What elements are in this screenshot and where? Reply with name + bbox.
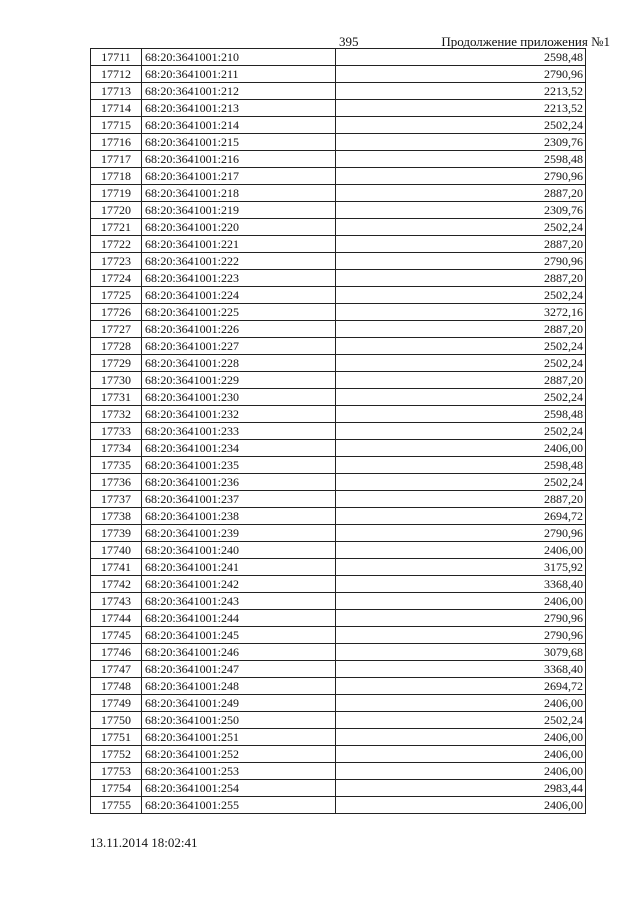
table-row	[91, 355, 586, 372]
row-number-cell: 17718	[91, 168, 142, 185]
cadastral-number-cell: 68:20:3641001:218	[142, 185, 336, 202]
cadastral-number-cell: 68:20:3641001:234	[142, 440, 336, 457]
table-row	[91, 202, 586, 219]
table-row	[91, 780, 586, 797]
value-cell: 2502,24	[336, 389, 586, 406]
table-row	[91, 610, 586, 627]
row-number-cell: 17741	[91, 559, 142, 576]
value-cell: 2502,24	[336, 474, 586, 491]
row-number-cell: 17716	[91, 134, 142, 151]
value-cell: 2406,00	[336, 729, 586, 746]
row-number-cell: 17740	[91, 542, 142, 559]
value-cell: 2790,96	[336, 627, 586, 644]
table-row	[91, 253, 586, 270]
value-cell: 2790,96	[336, 525, 586, 542]
cadastral-number-cell: 68:20:3641001:212	[142, 83, 336, 100]
table-row	[91, 644, 586, 661]
row-number-cell: 17738	[91, 508, 142, 525]
table-row	[91, 763, 586, 780]
value-cell: 2790,96	[336, 610, 586, 627]
cadastral-number-cell: 68:20:3641001:226	[142, 321, 336, 338]
row-number-cell: 17726	[91, 304, 142, 321]
value-cell: 2406,00	[336, 763, 586, 780]
value-cell: 2887,20	[336, 321, 586, 338]
value-cell: 2406,00	[336, 542, 586, 559]
value-cell: 3368,40	[336, 661, 586, 678]
value-cell: 2309,76	[336, 202, 586, 219]
row-number-cell: 17727	[91, 321, 142, 338]
table-row	[91, 321, 586, 338]
row-number-cell: 17749	[91, 695, 142, 712]
table-row	[91, 542, 586, 559]
cadastral-number-cell: 68:20:3641001:211	[142, 66, 336, 83]
row-number-cell: 17754	[91, 780, 142, 797]
table-row	[91, 100, 586, 117]
value-cell: 2598,48	[336, 151, 586, 168]
row-number-cell: 17745	[91, 627, 142, 644]
table-row	[91, 134, 586, 151]
table-row	[91, 219, 586, 236]
value-cell: 2213,52	[336, 83, 586, 100]
cadastral-number-cell: 68:20:3641001:216	[142, 151, 336, 168]
cadastral-number-cell: 68:20:3641001:217	[142, 168, 336, 185]
value-cell: 3368,40	[336, 576, 586, 593]
table-row	[91, 389, 586, 406]
row-number-cell: 17734	[91, 440, 142, 457]
row-number-cell: 17714	[91, 100, 142, 117]
page-caption: Продолжение приложения №1	[441, 34, 610, 49]
value-cell: 2502,24	[336, 423, 586, 440]
table-row	[91, 576, 586, 593]
value-cell: 2887,20	[336, 372, 586, 389]
cadastral-number-cell: 68:20:3641001:252	[142, 746, 336, 763]
cadastral-number-cell: 68:20:3641001:221	[142, 236, 336, 253]
value-cell: 2406,00	[336, 593, 586, 610]
table-row	[91, 559, 586, 576]
row-number-cell: 17713	[91, 83, 142, 100]
value-cell: 2887,20	[336, 185, 586, 202]
table-row	[91, 746, 586, 763]
row-number-cell: 17743	[91, 593, 142, 610]
cadastral-number-cell: 68:20:3641001:251	[142, 729, 336, 746]
cadastral-number-cell: 68:20:3641001:237	[142, 491, 336, 508]
cadastral-number-cell: 68:20:3641001:248	[142, 678, 336, 695]
row-number-cell: 17748	[91, 678, 142, 695]
table-row	[91, 338, 586, 355]
value-cell: 3079,68	[336, 644, 586, 661]
value-cell: 2887,20	[336, 236, 586, 253]
cadastral-number-cell: 68:20:3641001:225	[142, 304, 336, 321]
table-row	[91, 729, 586, 746]
table-row	[91, 797, 586, 814]
table-row	[91, 678, 586, 695]
table-row	[91, 491, 586, 508]
row-number-cell: 17712	[91, 66, 142, 83]
row-number-cell: 17725	[91, 287, 142, 304]
cadastral-number-cell: 68:20:3641001:219	[142, 202, 336, 219]
table-row	[91, 525, 586, 542]
table-row	[91, 270, 586, 287]
value-cell: 2309,76	[336, 134, 586, 151]
row-number-cell: 17721	[91, 219, 142, 236]
value-cell: 3272,16	[336, 304, 586, 321]
value-cell: 2502,24	[336, 355, 586, 372]
cadastral-number-cell: 68:20:3641001:232	[142, 406, 336, 423]
value-cell: 2790,96	[336, 253, 586, 270]
cadastral-number-cell: 68:20:3641001:246	[142, 644, 336, 661]
table-row	[91, 508, 586, 525]
row-number-cell: 17728	[91, 338, 142, 355]
value-cell: 2790,96	[336, 66, 586, 83]
value-cell: 2598,48	[336, 406, 586, 423]
cadastral-number-cell: 68:20:3641001:215	[142, 134, 336, 151]
cadastral-number-cell: 68:20:3641001:223	[142, 270, 336, 287]
row-number-cell: 17719	[91, 185, 142, 202]
row-number-cell: 17717	[91, 151, 142, 168]
cadastral-number-cell: 68:20:3641001:244	[142, 610, 336, 627]
cadastral-number-cell: 68:20:3641001:213	[142, 100, 336, 117]
row-number-cell: 17711	[91, 49, 142, 66]
cadastral-number-cell: 68:20:3641001:229	[142, 372, 336, 389]
value-cell: 2406,00	[336, 695, 586, 712]
row-number-cell: 17753	[91, 763, 142, 780]
row-number-cell: 17723	[91, 253, 142, 270]
row-number-cell: 17720	[91, 202, 142, 219]
table-row	[91, 627, 586, 644]
value-cell: 3175,92	[336, 559, 586, 576]
value-cell: 2983,44	[336, 780, 586, 797]
cadastral-number-cell: 68:20:3641001:250	[142, 712, 336, 729]
row-number-cell: 17751	[91, 729, 142, 746]
table-row	[91, 66, 586, 83]
value-cell: 2406,00	[336, 440, 586, 457]
value-cell: 2694,72	[336, 678, 586, 695]
table-row	[91, 151, 586, 168]
cadastral-number-cell: 68:20:3641001:227	[142, 338, 336, 355]
cadastral-number-cell: 68:20:3641001:241	[142, 559, 336, 576]
cadastral-number-cell: 68:20:3641001:236	[142, 474, 336, 491]
value-cell: 2502,24	[336, 712, 586, 729]
table-row	[91, 406, 586, 423]
row-number-cell: 17732	[91, 406, 142, 423]
table-row	[91, 168, 586, 185]
value-cell: 2887,20	[336, 270, 586, 287]
cadastral-number-cell: 68:20:3641001:224	[142, 287, 336, 304]
table-row	[91, 236, 586, 253]
cadastral-number-cell: 68:20:3641001:228	[142, 355, 336, 372]
row-number-cell: 17722	[91, 236, 142, 253]
value-cell: 2502,24	[336, 338, 586, 355]
row-number-cell: 17737	[91, 491, 142, 508]
table-row	[91, 304, 586, 321]
value-cell: 2502,24	[336, 287, 586, 304]
table-row	[91, 185, 586, 202]
cadastral-number-cell: 68:20:3641001:247	[142, 661, 336, 678]
table-row	[91, 593, 586, 610]
registry-table-body	[91, 49, 586, 814]
row-number-cell: 17744	[91, 610, 142, 627]
row-number-cell: 17729	[91, 355, 142, 372]
table-row	[91, 83, 586, 100]
table-row	[91, 372, 586, 389]
cadastral-number-cell: 68:20:3641001:238	[142, 508, 336, 525]
cadastral-number-cell: 68:20:3641001:253	[142, 763, 336, 780]
cadastral-number-cell: 68:20:3641001:214	[142, 117, 336, 134]
value-cell: 2598,48	[336, 457, 586, 474]
table-row	[91, 712, 586, 729]
cadastral-number-cell: 68:20:3641001:249	[142, 695, 336, 712]
value-cell: 2694,72	[336, 508, 586, 525]
row-number-cell: 17747	[91, 661, 142, 678]
cadastral-number-cell: 68:20:3641001:242	[142, 576, 336, 593]
table-row	[91, 661, 586, 678]
table-row	[91, 474, 586, 491]
row-number-cell: 17735	[91, 457, 142, 474]
row-number-cell: 17730	[91, 372, 142, 389]
value-cell: 2406,00	[336, 797, 586, 814]
table-row	[91, 49, 586, 66]
row-number-cell: 17733	[91, 423, 142, 440]
row-number-cell: 17746	[91, 644, 142, 661]
cadastral-number-cell: 68:20:3641001:240	[142, 542, 336, 559]
table-row	[91, 695, 586, 712]
value-cell: 2598,48	[336, 49, 586, 66]
value-cell: 2406,00	[336, 746, 586, 763]
cadastral-number-cell: 68:20:3641001:245	[142, 627, 336, 644]
value-cell: 2887,20	[336, 491, 586, 508]
row-number-cell: 17752	[91, 746, 142, 763]
page-number: 395	[339, 34, 359, 49]
table-row	[91, 440, 586, 457]
row-number-cell: 17755	[91, 797, 142, 814]
value-cell: 2502,24	[336, 117, 586, 134]
table-row	[91, 117, 586, 134]
row-number-cell: 17736	[91, 474, 142, 491]
row-number-cell: 17742	[91, 576, 142, 593]
cadastral-number-cell: 68:20:3641001:243	[142, 593, 336, 610]
row-number-cell: 17724	[91, 270, 142, 287]
value-cell: 2213,52	[336, 100, 586, 117]
table-row	[91, 457, 586, 474]
cadastral-number-cell: 68:20:3641001:222	[142, 253, 336, 270]
cadastral-number-cell: 68:20:3641001:255	[142, 797, 336, 814]
cadastral-number-cell: 68:20:3641001:230	[142, 389, 336, 406]
table-row	[91, 287, 586, 304]
cadastral-number-cell: 68:20:3641001:210	[142, 49, 336, 66]
cadastral-number-cell: 68:20:3641001:239	[142, 525, 336, 542]
cadastral-number-cell: 68:20:3641001:235	[142, 457, 336, 474]
value-cell: 2502,24	[336, 219, 586, 236]
row-number-cell: 17750	[91, 712, 142, 729]
value-cell: 2790,96	[336, 168, 586, 185]
table-row	[91, 423, 586, 440]
row-number-cell: 17739	[91, 525, 142, 542]
row-number-cell: 17731	[91, 389, 142, 406]
cadastral-number-cell: 68:20:3641001:233	[142, 423, 336, 440]
cadastral-number-cell: 68:20:3641001:254	[142, 780, 336, 797]
registry-table	[90, 48, 586, 814]
footer-timestamp: 13.11.2014 18:02:41	[90, 835, 198, 850]
cadastral-number-cell: 68:20:3641001:220	[142, 219, 336, 236]
row-number-cell: 17715	[91, 117, 142, 134]
